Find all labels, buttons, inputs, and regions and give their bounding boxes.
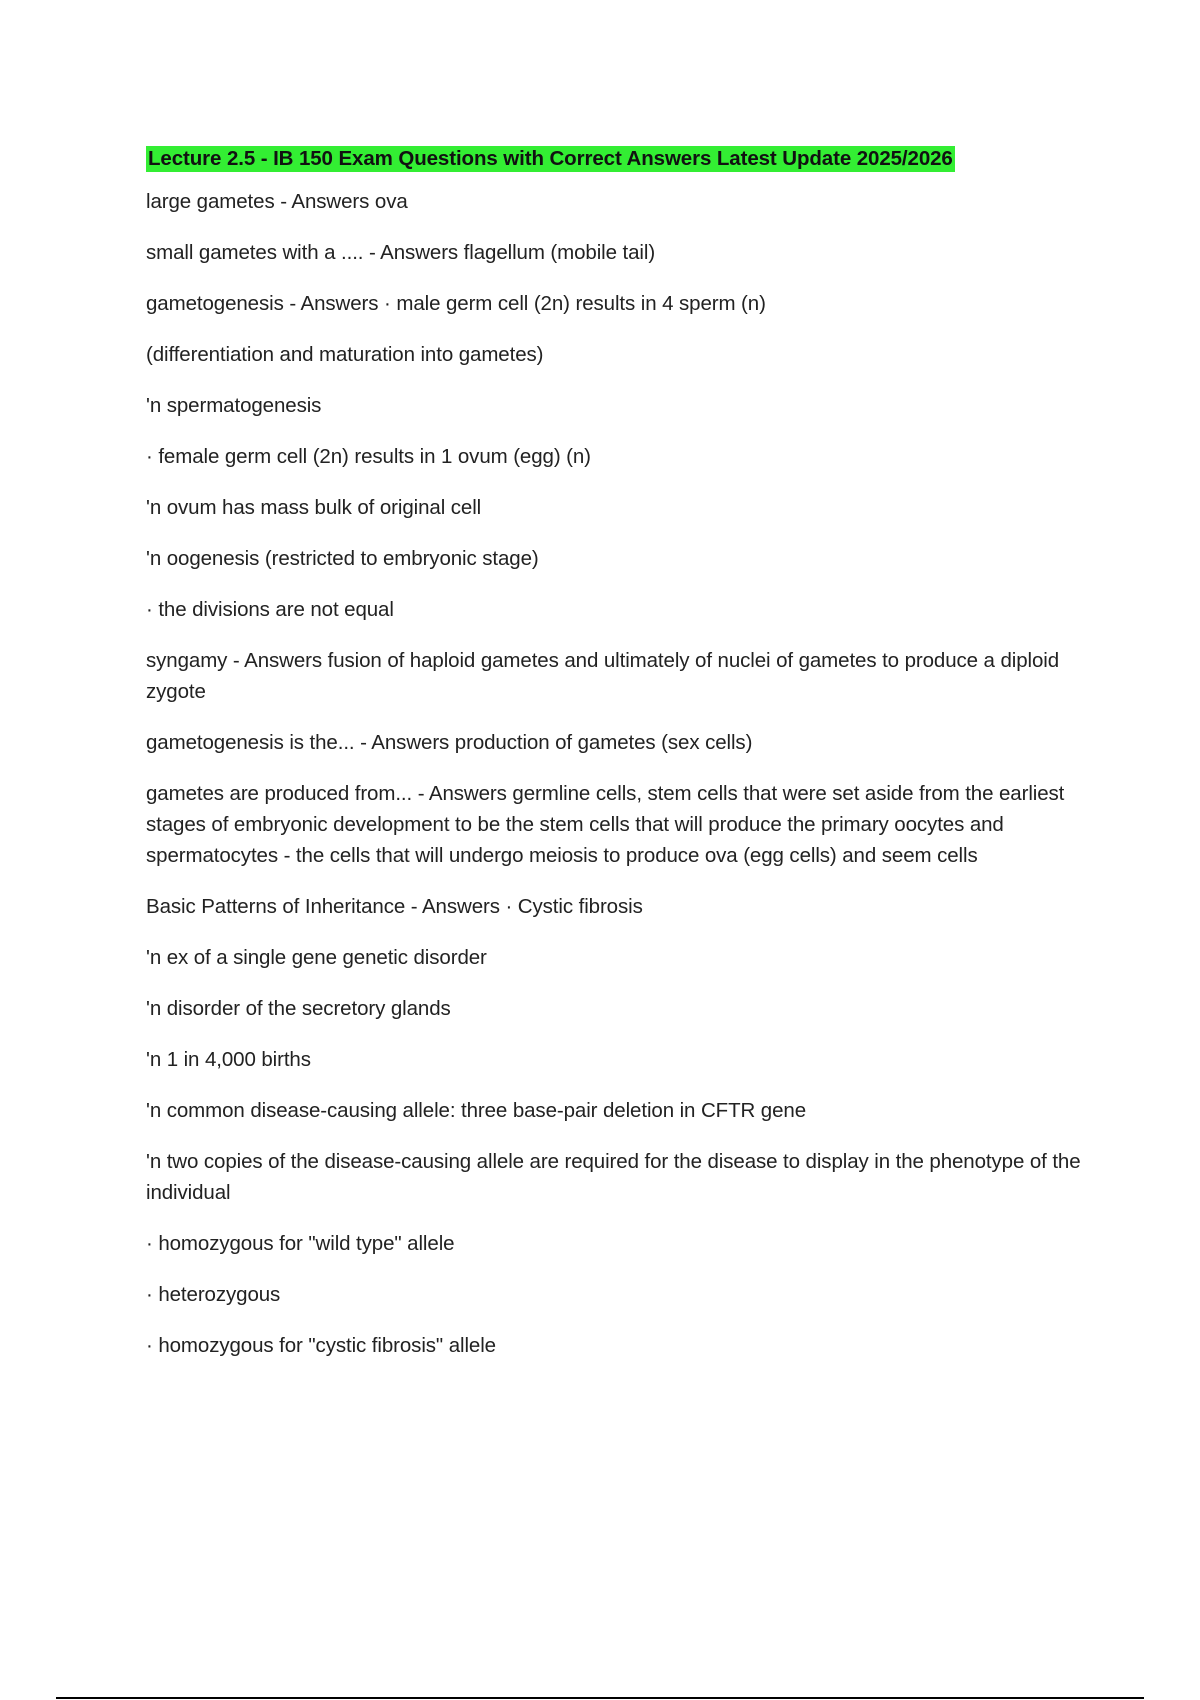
text-line: (differentiation and maturation into gametes) [146,343,544,366]
text-line: 'n two copies of the disease-causing allele are required for the disease to display in the phenotype of the individual [146,1150,1081,1204]
text-line: gametes are produced from... - Answers germline cells, stem cells that were set aside from the earliest stages of embryonic development to be the stem cells that will produce the primary oocytes and spermatocytes - the cells that will undergo meiosis to produce ova (egg cells) and seem cells [146,782,1065,867]
text-line: · the divisions are not equal [146,598,394,621]
text-line: · heterozygous [146,1283,281,1306]
text-line: small gametes with a .... - Answers flagellum (mobile tail) [146,241,656,264]
text-line: syngamy - Answers fusion of haploid gametes and ultimately of nuclei of gametes to produce a diploid zygote [146,649,1060,703]
text-line: gametogenesis is the... - Answers production of gametes (sex cells) [146,731,753,754]
footer-divider [56,1697,1144,1699]
text-line: 'n ovum has mass bulk of original cell [146,496,482,519]
text-line: large gametes - Answers ova [146,190,408,213]
text-line: 'n spermatogenesis [146,394,322,417]
document-title: Lecture 2.5 - IB 150 Exam Questions with Correct Answers Latest Update 2025/2026 [148,147,953,170]
text-line: · female germ cell (2n) results in 1 ovum (egg) (n) [146,445,591,468]
document-page [146,146,1086,1381]
text-line: gametogenesis - Answers · male germ cell (2n) results in 4 sperm (n) [146,292,766,315]
text-line: 'n disorder of the secretory glands [146,997,451,1020]
text-line: · homozygous for "cystic fibrosis" allele [146,1334,496,1357]
text-line: 'n ex of a single gene genetic disorder [146,946,487,969]
text-line: 'n oogenesis (restricted to embryonic stage) [146,547,539,570]
text-line: Basic Patterns of Inheritance - Answers · Cystic fibrosis [146,895,643,918]
text-line: · homozygous for "wild type" allele [146,1232,455,1255]
text-line: 'n common disease-causing allele: three base-pair deletion in CFTR gene [146,1099,807,1122]
text-line: 'n 1 in 4,000 births [146,1048,311,1071]
